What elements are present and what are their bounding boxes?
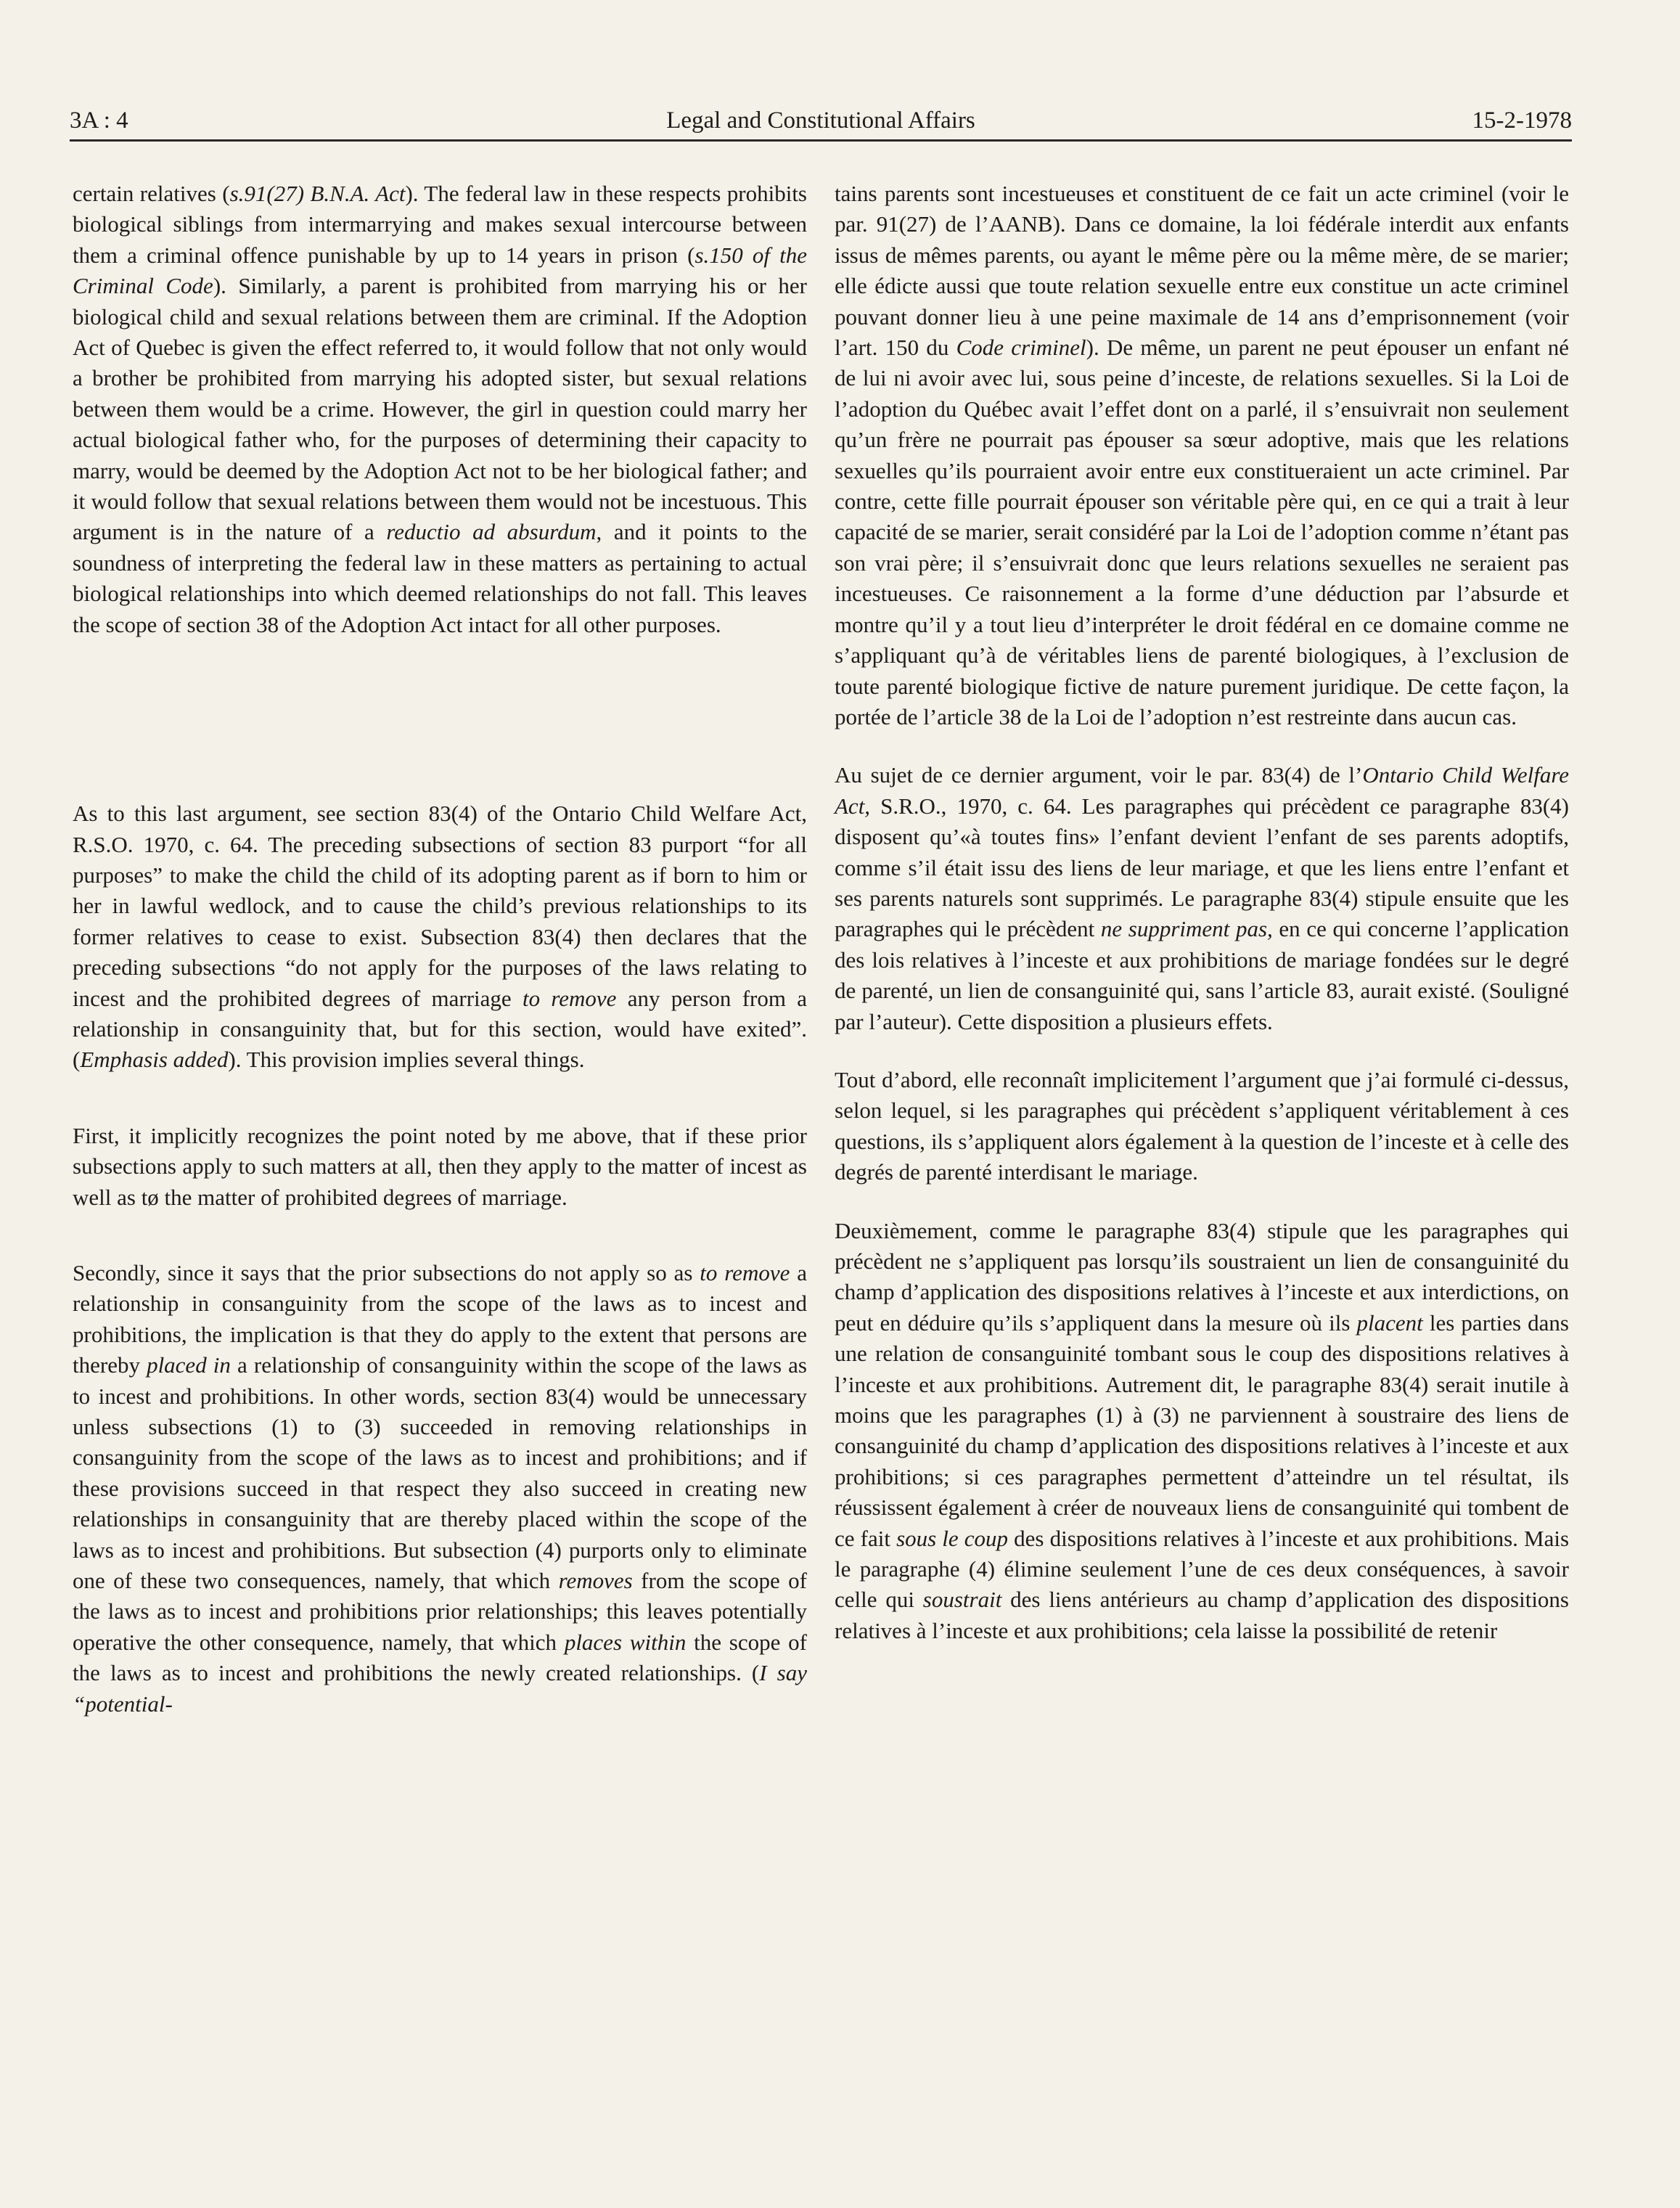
english-paragraph-3 <box>73 1121 807 1213</box>
english-paragraph-2 <box>73 798 807 1076</box>
italic-run: Ontario Child Welfare Act, <box>835 762 1569 819</box>
italic-run: Emphasis added <box>80 1047 229 1073</box>
italic-run: removes <box>558 1568 633 1594</box>
italic-run: sous le coup <box>896 1525 1009 1551</box>
text-run: des liens antérieurs au champ d’application des dispositions relatives à l’inceste et aux prohibitions; cela laisse la possibilité de retenir <box>835 1587 1569 1643</box>
text-run: a relationship of consanguinity within the scope of the laws as to incest and prohibitions. In other words, section 83(4) would be unnecessary unless subsections (1) to (3) succeeded in removing relationships in consanguinity from the scope of the laws as to incest and prohibitions; and if these provisions succeed in that respect they also succeed in creating new relationships in consanguinity that are thereby placed within the scope of the laws as to incest and prohibitions. But subsection (4) purports only to eliminate one of these two consequences, namely, that which <box>73 1352 807 1594</box>
text-run: les parties dans une relation de consanguinité tombant sous le coup des dispositions relatives à l’inceste et aux prohibitions. Autrement dit, le paragraphe 83(4) serait inutile à moins que les paragraphes (1) à (3) ne parviennent à soustraire des liens de consanguinité du champ d’application des dispositions relatives à l’inceste et aux prohibitions; si ces paragraphes permettent d’atteindre un tel résultat, ils réussissent également à créer de nouveaux liens de consanguinité qui tombent de ce fait <box>835 1309 1569 1551</box>
text-run: a relationship in consanguinity from the scope of the laws as to incest and prohibitions, the implication is that they do apply to the extent that persons are thereby <box>73 1259 807 1378</box>
running-title: Legal and Constitutional Affairs <box>666 107 975 134</box>
italic-run: ne suppriment pas, <box>1100 916 1273 942</box>
french-paragraph-3 <box>835 1065 1569 1188</box>
italic-run: s.91(27) B.N.A. Act <box>229 181 406 206</box>
text-run: First, it implicitly recognizes the point noted by me above, that if these prior subsections apply to such matters at all, then they apply to the matter of incest as well as tø the matter of prohibited degrees of marriage. <box>73 1122 807 1210</box>
french-paragraph-2 <box>835 760 1569 1037</box>
french-paragraph-1 <box>835 179 1569 732</box>
text-run: ). This provision implies several things. <box>228 1047 585 1073</box>
french-column <box>835 179 1569 1646</box>
english-paragraph-1 <box>73 179 807 640</box>
italic-run: soustrait <box>922 1587 1002 1613</box>
text-run: ). The federal law in these respects prohibits biological siblings from intermarrying and makes sexual intercourse between them a criminal offence punishable by up to 14 years in prison ( <box>73 181 807 268</box>
text-run: S.R.O., 1970, c. 64. Les paragraphes qui précèdent ce paragraphe 83(4) disposent qu’«à toutes fins» l’enfant devient l’enfant de ses parents adoptifs, comme s’il était issu des liens de leur mariage, et que les liens entre l’enfant et ses parents naturels sont supprimés. Le paragraphe 83(4) stipule ensuite que les paragraphes qui le précèdent <box>835 793 1569 942</box>
italic-run: places within <box>564 1629 687 1655</box>
text-run: ). De même, un parent ne peut épouser un enfant né de lui ni avoir avec lui, sous peine d’inceste, de relations sexuelles. Si la Loi de l’adoption du Québec avait l’effet dont on a parlé, il s’ensuivrait non seulement qu’un frère ne pourrait pas épouser sa sœur adoptive, mais que les relations sexuelles qu’ils pourraient avoir entre eux constitueraient un acte criminel. Par contre, cette fille pourrait épouser son véritable père qui, en ce qui a trait à leur capacité de se marier, serait considéré par la Loi de l’adoption comme n’étant pas son vrai père; il s’ensuivrait donc que leurs relations sexuelles ne seraient pas incestueuses. Ce raisonnement a la forme d’une déduction par l’absurde et montre qu’il y a tout lieu d’interpréter le droit fédéral en ce domaine comme ne s’appliquant qu’à de véritables liens de parenté biologiques, à l’exclusion de toute parenté biologique fictive de nature purement juridique. De cette façon, la portée de l’article 38 de la Loi de l’adoption n’est restreinte dans aucun cas. <box>835 335 1569 729</box>
page-header <box>70 102 1572 142</box>
italic-run: reductio ad absurdum <box>386 519 597 545</box>
text-run: Tout d’abord, elle reconnaît implicitement l’argument que j’ai formulé ci-dessus, selon lequel, si les paragraphes qui précèdent s’appliquent véritablement à ces questions, ils s’appliquent alors également à la question de l’inceste et à celle des degrés de parenté interdisant le mariage. <box>835 1066 1569 1185</box>
text-run: Au sujet de ce dernier argument, voir le par. 83(4) de l’ <box>835 762 1363 788</box>
text-run: the scope of the laws as to incest and prohibitions the newly created relationships. ( <box>73 1629 807 1686</box>
text-run: des dispositions relatives à l’inceste et aux prohibitions. Mais le paragraphe (4) élimine seulement l’une de ces deux conséquences, à savoir celle qui <box>835 1525 1570 1613</box>
text-run: tains parents sont incestueuses et constituent de ce fait un acte criminel (voir le par. 91(27) de l’AANB). Dans ce domaine, la loi fédérale interdit aux enfants issus de mêmes parents, ou ayant le même père ou la même mère, de se marier; elle édicte aussi que toute relation sexuelle entre eux constitue un acte criminel pouvant donner lieu à une peine maximale de 14 ans d’emprisonnement (voir l’art. 150 du <box>835 181 1569 361</box>
page-number: 3A : 4 <box>70 107 128 134</box>
italic-run: to remove <box>700 1259 790 1285</box>
text-run: , and it points to the soundness of interpreting the federal law in these matters as pertaining to actual biological relationships into which deemed relationships do not fall. This leaves the scope of section 38 of the Adoption Act intact for all other purposes. <box>73 519 807 637</box>
italic-run: placent <box>1356 1309 1423 1336</box>
text-run: Deuxièmement, comme le paragraphe 83(4) stipule que les paragraphes qui précèdent ne s’appliquent pas lorsqu’ils soustraient un lien de consanguinité du champ d’application des dispositions relatives à l’inceste et aux interdictions, on peut en déduire qu’ils s’appliquent dans la mesure où ils <box>835 1217 1569 1336</box>
text-run: Secondly, since it says that the prior subsections do not apply so as <box>73 1259 700 1285</box>
italic-run: placed in <box>147 1352 231 1378</box>
text-run: As to this last argument, see section 83(4) of the Ontario Child Welfare Act, R.S.O. 1970, c. 64. The preceding subsections of section 83 purport “for all purposes” to make the child the child of its adopting parent as if born to him or her in lawful wedlock, and to cause the child’s previous relationships to its former relatives to cease to exist. Subsection 83(4) then declares that the preceding subsections “do not apply for the purposes of the laws relating to incest and the prohibited degrees of marriage <box>73 801 807 1011</box>
english-paragraph-4 <box>73 1258 807 1720</box>
italic-run: I say “potential- <box>73 1660 807 1717</box>
italic-run: Code criminel <box>956 335 1086 361</box>
text-run: ). Similarly, a parent is prohibited from marrying his or her biological child and sexual relations between them are criminal. If the Adoption Act of Quebec is given the effect referred to, it would follow that not only would a brother be prohibited from marrying his adopted sister, but sexual relations between them would be a crime. However, the girl in question could marry her actual biological father who, for the purposes of determining their capacity to marry, would be deemed by the Adoption Act not to be her biological father; and it would follow that sexual relations between them would not be incestuous. This argument is in the nature of a <box>73 273 808 545</box>
text-run: from the scope of the laws as to incest and prohibitions prior relationships; this leaves potentially operative the other consequence, namely, that which <box>73 1568 807 1655</box>
issue-date: 15-2-1978 <box>1472 107 1572 134</box>
english-column <box>73 179 807 1720</box>
text-run: en ce qui concerne l’application des lois relatives à l’inceste et aux prohibitions de mariage fondées sur le degré de parenté, un lien de consanguinité qui, sans l’article 83, aurait existé. (Souligné par l’auteur). Cette disposition a plusieurs effets. <box>835 916 1569 1034</box>
french-paragraph-4 <box>835 1216 1569 1647</box>
italic-run: s.150 of the Criminal Code <box>73 242 807 299</box>
text-run: any person from a relationship in consanguinity that, but for this section, would have exited”. ( <box>73 985 807 1073</box>
text-run: certain relatives ( <box>73 181 230 206</box>
italic-run: to remove <box>522 985 617 1011</box>
